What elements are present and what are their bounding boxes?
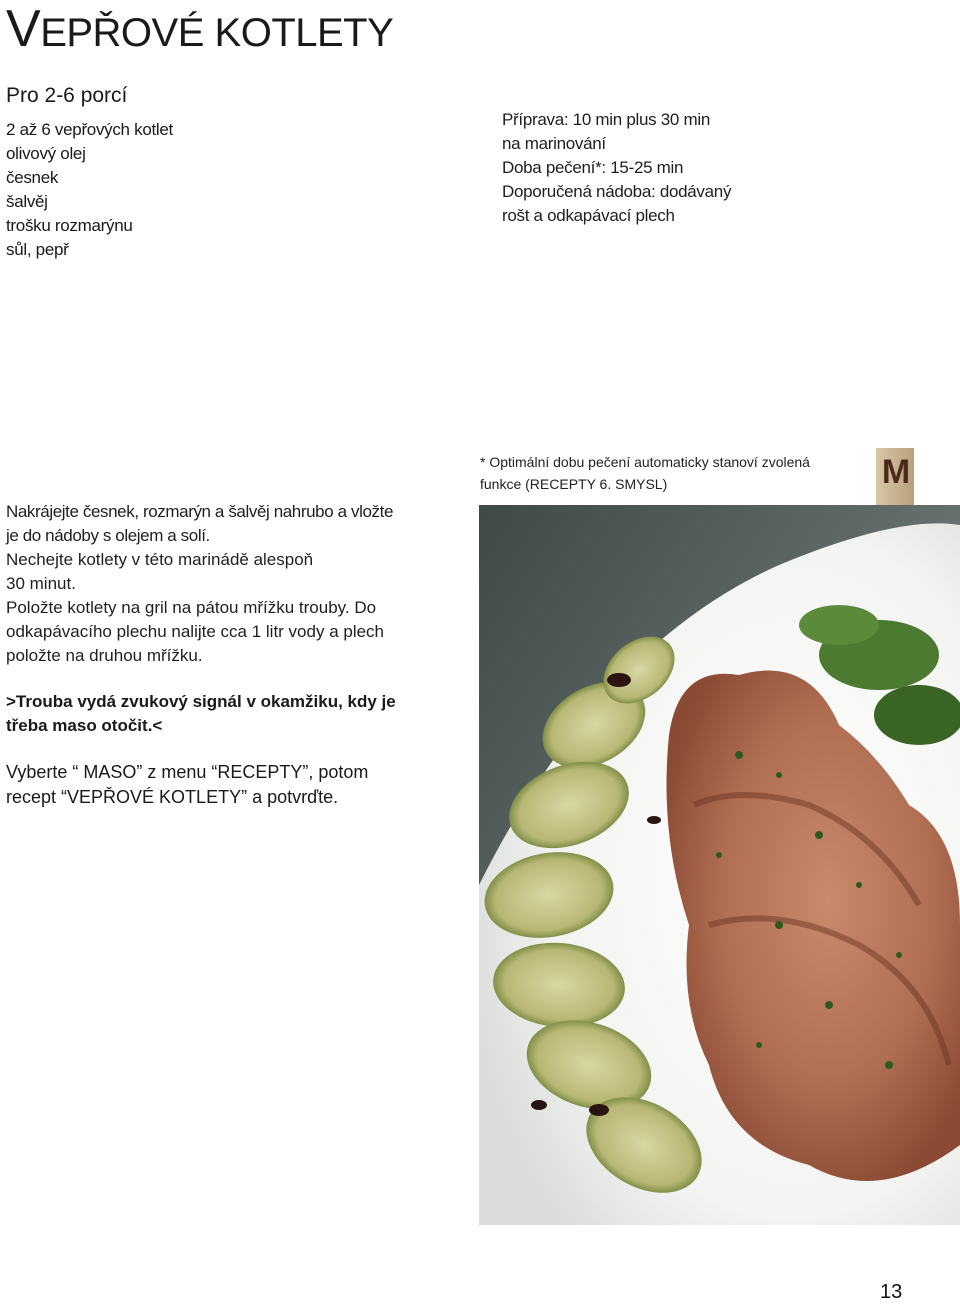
section-tab	[876, 448, 914, 506]
baking-time-note	[480, 451, 880, 495]
title-rest: EPŘOVÉ KOTLETY	[40, 11, 394, 55]
prep-line: Doporučená nádoba: dodávaný	[502, 182, 732, 201]
ingredients-list	[6, 118, 173, 262]
instruction-line: položte na druhou mřížku.	[6, 646, 203, 665]
ingredient-item: šalvěj	[6, 192, 48, 211]
prep-line: rošt a odkapávací plech	[502, 206, 675, 225]
preparation-info	[502, 108, 731, 228]
prep-line: Příprava: 10 min plus 30 min	[502, 110, 710, 129]
instruction-line: je do nádoby s olejem a solí.	[6, 526, 210, 545]
ingredient-item: sůl, pepř	[6, 240, 69, 259]
signal-line: >Trouba vydá zvukový signál v okamžiku, kdy je	[6, 692, 396, 711]
note-line: funkce (RECEPTY 6. SMYSL)	[480, 476, 668, 492]
ingredient-item: česnek	[6, 168, 59, 187]
select-line: recept “VEPŘOVÉ KOTLETY” a potvrďte.	[6, 787, 339, 807]
note-line: * Optimální dobu pečení automaticky stanoví zvolená	[480, 454, 810, 470]
instruction-line: Položte kotlety na gril na pátou mřížku trouby. Do	[6, 598, 377, 617]
select-line: Vyberte “ MASO” z menu “RECEPTY”, potom	[6, 762, 369, 782]
oven-signal-notice	[6, 690, 396, 738]
ingredient-item: olivový olej	[6, 144, 86, 163]
instruction-line: 30 minut.	[6, 574, 76, 593]
title-initial: V	[6, 0, 41, 58]
pork-chop-illustration	[479, 505, 960, 1225]
prep-line: Doba pečení*: 15-25 min	[502, 158, 684, 177]
ingredient-item: 2 až 6 vepřových kotlet	[6, 120, 173, 139]
instruction-line: odkapávacího plechu nalijte cca 1 litr vody a plech	[6, 622, 385, 641]
instruction-line: Nechejte kotlety v této marinádě alespoň	[6, 550, 314, 569]
page-title	[6, 2, 393, 60]
instruction-line: Nakrájejte česnek, rozmarýn a šalvěj nahrubo a vložte	[6, 502, 393, 521]
menu-selection-instruction	[6, 760, 368, 810]
food-photo	[479, 505, 960, 1225]
ingredient-item: trošku rozmarýnu	[6, 216, 133, 235]
signal-line: třeba maso otočit.<	[6, 716, 163, 735]
portions: Pro 2-6 porcí	[6, 84, 128, 107]
section-tab-letter: M	[881, 453, 911, 491]
instructions	[6, 500, 393, 668]
prep-line: na marinování	[502, 134, 606, 153]
page-number: 13	[880, 1281, 903, 1303]
